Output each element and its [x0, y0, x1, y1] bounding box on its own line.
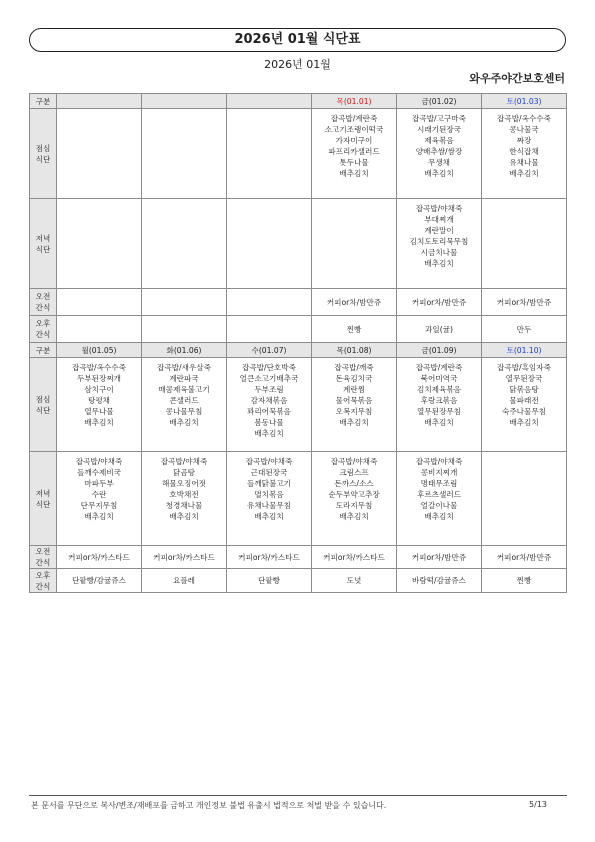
am-snack-cell: 커피or차/카스타드 — [312, 546, 397, 569]
day-date-cell — [142, 94, 227, 109]
pm-snack-cell: 바람떡/감귤쥬스 — [397, 569, 482, 593]
menu-item: 배추김치 — [169, 512, 199, 521]
am-snack-cell: 커피or차/카스타드 — [57, 546, 142, 569]
menu-item: 콩나물무침 — [165, 407, 203, 416]
dinner-menu-cell — [227, 452, 312, 546]
lunch-menu-cell — [57, 358, 142, 452]
am-snack-cell: 커피or차/밤만쥬 — [312, 289, 397, 316]
pm-snack-cell — [227, 316, 312, 343]
menu-item: 크림스프 — [339, 468, 369, 477]
menu-item: 가자미구이 — [335, 136, 373, 145]
menu-item: 열무된장무침 — [416, 407, 461, 416]
menu-item: 잡곡밥/옥수수죽 — [72, 363, 126, 372]
row-label: 저녁 식단 — [30, 452, 57, 546]
menu-item: 김치도토리묵무침 — [409, 237, 469, 246]
menu-item: 숙주나물무침 — [501, 407, 546, 416]
lunch-menu-cell — [227, 109, 312, 199]
menu-item: 열무된장국 — [505, 374, 543, 383]
am-snack-row — [30, 546, 567, 569]
dinner-menu-cell — [397, 452, 482, 546]
pm-snack-cell — [142, 316, 227, 343]
menu-item: 들깨닭불고기 — [246, 479, 291, 488]
menu-item: 잡곡밥/야채죽 — [415, 204, 463, 213]
am-snack-cell: 커피or차/밤만쥬 — [482, 289, 567, 316]
menu-item: 청경채나물 — [165, 501, 203, 510]
menu-item: 배추김치 — [339, 418, 369, 427]
menu-item: 톳두나물 — [339, 158, 369, 167]
page-number: 5/13 — [529, 800, 547, 809]
am-snack-cell — [227, 289, 312, 316]
menu-item: 잡곡밥/옥수수죽 — [497, 114, 551, 123]
pm-snack-cell: 단팥빵/감귤쥬스 — [57, 569, 142, 593]
menu-item: 배추김치 — [169, 418, 199, 427]
menu-item: 소고기조랭이떡국 — [324, 125, 384, 134]
am-snack-cell: 커피or차/밤만쥬 — [482, 546, 567, 569]
day-date-cell — [57, 94, 142, 109]
menu-item: 멸치볶음 — [254, 490, 284, 499]
row-label: 구분 — [30, 343, 57, 358]
menu-item: 시래기된장국 — [416, 125, 461, 134]
menu-item: 북어미역국 — [420, 374, 458, 383]
menu-item: 잡곡밥/계란죽 — [415, 363, 463, 372]
dinner-row — [30, 199, 567, 289]
menu-item: 배추김치 — [254, 512, 284, 521]
menu-item: 물어묵볶음 — [335, 396, 373, 405]
menu-item: 돈까스/소스 — [334, 479, 374, 488]
menu-item: 매콤제육불고기 — [158, 385, 210, 394]
menu-item: 잡곡밥/야채죽 — [330, 457, 378, 466]
pm-snack-row — [30, 569, 567, 593]
pm-snack-cell: 찐빵 — [312, 316, 397, 343]
lunch-menu-cell — [397, 358, 482, 452]
menu-item: 유채나물무침 — [246, 501, 291, 510]
footer-divider — [29, 795, 567, 796]
menu-item: 닭곰탕 — [172, 468, 195, 477]
lunch-menu-cell — [142, 358, 227, 452]
menu-item: 들깨수제비국 — [76, 468, 121, 477]
am-snack-row — [30, 289, 567, 316]
menu-item: 돈육김치국 — [335, 374, 373, 383]
am-snack-cell: 커피or차/밤만쥬 — [397, 546, 482, 569]
lunch-row — [30, 109, 567, 199]
menu-item: 양배추쌈/쌈장 — [415, 147, 463, 156]
lunch-menu-cell — [482, 109, 567, 199]
lunch-menu-cell — [312, 109, 397, 199]
menu-item: 봄동나물 — [254, 418, 284, 427]
am-snack-cell: 커피or차/카스타드 — [142, 546, 227, 569]
pm-snack-cell: 요플레 — [142, 569, 227, 593]
menu-item: 부대찌개 — [424, 215, 454, 224]
menu-item: 꽈리어묵볶음 — [246, 407, 291, 416]
menu-item: 후르츠샐러드 — [416, 490, 461, 499]
lunch-menu-cell — [482, 358, 567, 452]
row-label: 오전 간식 — [30, 546, 57, 569]
lunch-menu-cell — [142, 109, 227, 199]
pm-snack-row — [30, 316, 567, 343]
day-date-cell: 목(01.08) — [312, 343, 397, 358]
menu-item: 얼갈이나물 — [420, 501, 458, 510]
center-name: 와우주야간보호센터 — [469, 72, 565, 85]
menu-item: 해물오징어젓 — [161, 479, 206, 488]
menu-item: 잡곡밥/단호박죽 — [242, 363, 296, 372]
menu-item: 배추김치 — [424, 259, 454, 268]
menu-item: 배추김치 — [424, 169, 454, 178]
menu-item: 도라지무침 — [335, 501, 373, 510]
day-date-cell: 목(01.01) — [312, 94, 397, 109]
menu-item: 배추김치 — [254, 429, 284, 438]
lunch-menu-cell — [57, 109, 142, 199]
menu-item: 파프리카샐러드 — [328, 147, 380, 156]
row-label: 구분 — [30, 94, 57, 109]
day-header-row — [30, 343, 567, 358]
row-label: 점심 식단 — [30, 109, 57, 199]
menu-item: 감자채볶음 — [250, 396, 288, 405]
menu-item: 수란 — [91, 490, 107, 499]
menu-item: 두부된장찌개 — [76, 374, 121, 383]
lunch-row — [30, 358, 567, 452]
menu-item: 콘샐러드 — [169, 396, 199, 405]
menu-item: 콩나물국 — [509, 125, 539, 134]
menu-item: 배추김치 — [84, 418, 114, 427]
row-label: 오후 간식 — [30, 569, 57, 593]
dinner-menu-cell — [142, 452, 227, 546]
menu-item: 탕평채 — [87, 396, 110, 405]
menu-item: 잡곡밥/계란죽 — [330, 114, 378, 123]
menu-item: 잡곡밥/야채죽 — [160, 457, 208, 466]
menu-item: 제육볶음 — [424, 136, 454, 145]
menu-item: 시금치나물 — [420, 248, 458, 257]
dinner-menu-cell — [142, 199, 227, 289]
menu-item: 배추김치 — [339, 169, 369, 178]
dinner-menu-cell — [482, 199, 567, 289]
lunch-menu-cell — [312, 358, 397, 452]
lunch-menu-cell — [397, 109, 482, 199]
pm-snack-cell: 과일(귤) — [397, 316, 482, 343]
menu-item: 열무나물 — [84, 407, 114, 416]
am-snack-cell — [57, 289, 142, 316]
menu-item: 잡곡밥/야채죽 — [415, 457, 463, 466]
day-date-cell: 토(01.10) — [482, 343, 567, 358]
menu-item: 물파래전 — [509, 396, 539, 405]
day-date-cell — [227, 94, 312, 109]
day-date-cell: 금(01.02) — [397, 94, 482, 109]
lunch-menu-cell — [227, 358, 312, 452]
menu-item: 명태무조림 — [420, 479, 458, 488]
menu-item: 김치제육볶음 — [416, 385, 461, 394]
dinner-menu-cell — [397, 199, 482, 289]
day-date-cell: 토(01.03) — [482, 94, 567, 109]
row-label: 오전 간식 — [30, 289, 57, 316]
menu-item: 호박채전 — [169, 490, 199, 499]
page-subtitle: 2026년 01월 — [264, 58, 331, 71]
menu-item: 잡곡밥/야채죽 — [245, 457, 293, 466]
menu-item: 계란파국 — [169, 374, 199, 383]
menu-item: 배추김치 — [424, 418, 454, 427]
menu-item: 삼치구이 — [84, 385, 114, 394]
menu-item: 계란말이 — [424, 226, 454, 235]
menu-item: 후랑크볶음 — [420, 396, 458, 405]
menu-item: 잡곡밥/고구마죽 — [412, 114, 466, 123]
menu-item: 잡곡밥/깨죽 — [334, 363, 374, 372]
am-snack-cell: 커피or차/카스타드 — [227, 546, 312, 569]
menu-item: 배추김치 — [509, 169, 539, 178]
menu-item: 무생채 — [427, 158, 450, 167]
footer-notice: 본 문서를 무단으로 복사/변조/재배포를 금하고 개인정보 불법 유출시 법적으로 처벌 받을 수 있습니다. — [31, 801, 387, 810]
menu-item: 마파두부 — [84, 479, 114, 488]
menu-item: 배추김치 — [84, 512, 114, 521]
dinner-menu-cell — [482, 452, 567, 546]
dinner-menu-cell — [57, 452, 142, 546]
row-label: 점심 식단 — [30, 358, 57, 452]
menu-item: 잡곡밥/야채죽 — [75, 457, 123, 466]
dinner-row — [30, 452, 567, 546]
menu-item: 얼큰소고기배추국 — [239, 374, 299, 383]
dinner-menu-cell — [227, 199, 312, 289]
day-date-cell: 월(01.05) — [57, 343, 142, 358]
menu-item: 닭볶음탕 — [509, 385, 539, 394]
dinner-menu-cell — [312, 452, 397, 546]
row-label: 저녁 식단 — [30, 199, 57, 289]
pm-snack-cell: 찐빵 — [482, 569, 567, 593]
menu-item: 순두부약고추장 — [328, 490, 380, 499]
menu-item: 잡곡밥/새우살죽 — [157, 363, 211, 372]
menu-table — [29, 93, 567, 593]
pm-snack-cell — [57, 316, 142, 343]
pm-snack-cell: 만두 — [482, 316, 567, 343]
menu-item: 오복지무침 — [335, 407, 373, 416]
menu-item: 두부조림 — [254, 385, 284, 394]
am-snack-cell — [142, 289, 227, 316]
day-date-cell: 수(01.07) — [227, 343, 312, 358]
am-snack-cell: 커피or차/밤만쥬 — [397, 289, 482, 316]
menu-item: 한식잡채 — [509, 147, 539, 156]
menu-item: 계란찜 — [342, 385, 365, 394]
row-label: 오후 간식 — [30, 316, 57, 343]
page-title: 2026년 01월 식단표 — [29, 28, 566, 52]
menu-item: 잡곡밥/흑임자죽 — [497, 363, 551, 372]
menu-item: 근대된장국 — [250, 468, 288, 477]
menu-item: 배추김치 — [509, 418, 539, 427]
menu-item: 짜장 — [516, 136, 532, 145]
menu-item: 유채나물 — [509, 158, 539, 167]
pm-snack-cell: 도넛 — [312, 569, 397, 593]
menu-item: 콩비지찌개 — [420, 468, 458, 477]
pm-snack-cell: 단팥빵 — [227, 569, 312, 593]
day-header-row — [30, 94, 567, 109]
day-date-cell: 금(01.09) — [397, 343, 482, 358]
dinner-menu-cell — [57, 199, 142, 289]
menu-item: 배추김치 — [424, 512, 454, 521]
menu-item: 배추김치 — [339, 512, 369, 521]
dinner-menu-cell — [312, 199, 397, 289]
day-date-cell: 화(01.06) — [142, 343, 227, 358]
menu-item: 단무지무침 — [80, 501, 118, 510]
